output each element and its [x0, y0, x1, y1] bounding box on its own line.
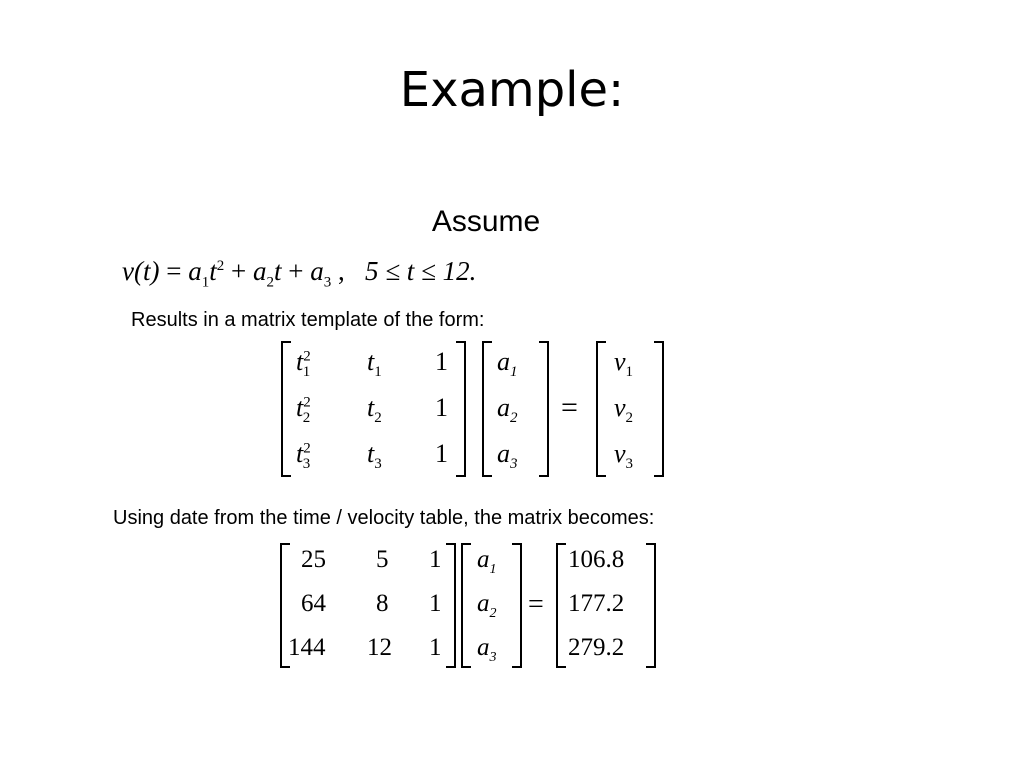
numeric-rhs-left-bracket	[556, 543, 566, 668]
caption-template: Results in a matrix template of the form:	[131, 309, 485, 331]
matrix-cell: 8	[376, 590, 389, 617]
time-range: 5 ≤ t ≤ 12.	[364, 256, 477, 286]
rhs-value: 106.8	[568, 546, 625, 573]
unknown-vector-right-bracket	[539, 341, 549, 477]
template-cell-t3-squared: $t^2_3$	[296, 439, 311, 473]
template-cell-one: 1	[435, 347, 448, 376]
numeric-unknown-left-bracket	[461, 543, 471, 668]
numeric-unknown-a1: $a_1$	[477, 546, 497, 577]
template-velocity-v1: $v_1$	[614, 347, 634, 381]
matrix-cell: 64	[301, 590, 326, 617]
slide-title: Example:	[399, 62, 625, 118]
template-cell-t3: $t_3$	[367, 439, 382, 473]
matrix-cell: 25	[301, 546, 326, 573]
term-t: t	[273, 256, 282, 286]
coef-a2-sub: 2	[266, 274, 274, 291]
caption-numeric: Using date from the time / velocity table, the matrix becomes:	[113, 507, 655, 529]
matrix-cell: 1	[429, 546, 442, 573]
numeric-equals-sign: =	[528, 589, 544, 620]
coef-a3-sub: 3	[323, 274, 332, 291]
rhs-value: 279.2	[568, 634, 625, 661]
template-matrix-left-bracket	[281, 341, 291, 477]
template-cell-one: 1	[435, 439, 448, 468]
template-unknown-a3: $a_3$	[497, 439, 518, 473]
template-velocity-v2: $v_2$	[614, 393, 634, 427]
coef-a2: a	[252, 256, 267, 286]
plus-sign-2: +	[288, 256, 304, 286]
velocity-vector-right-bracket	[654, 341, 664, 477]
numeric-matrix-right-bracket	[446, 543, 456, 668]
velocity-vector-left-bracket	[596, 341, 606, 477]
numeric-rhs-right-bracket	[646, 543, 656, 668]
template-unknown-a1: $a_1$	[497, 347, 518, 381]
template-cell-t2-squared: $t^2_2$	[296, 393, 311, 427]
matrix-cell: 5	[376, 546, 389, 573]
matrix-cell: 1	[429, 634, 442, 661]
rhs-value: 177.2	[568, 590, 625, 617]
template-cell-t1-squared: $t^2_1$	[296, 347, 311, 381]
numeric-unknown-a3: $a_3$	[477, 634, 497, 665]
template-equals-sign: =	[561, 391, 578, 424]
velocity-equation	[122, 256, 476, 291]
numeric-unknown-right-bracket	[512, 543, 522, 668]
template-cell-one: 1	[435, 393, 448, 422]
coef-a3: a	[310, 256, 324, 286]
plus-sign-1: +	[230, 256, 247, 286]
template-cell-t2: $t_2$	[367, 393, 382, 427]
matrix-cell: 1	[429, 590, 442, 617]
coef-a1-sub: 1	[201, 274, 210, 291]
coef-a1: a	[188, 256, 202, 286]
equation-comma: ,	[337, 256, 345, 286]
matrix-cell: 144	[288, 634, 326, 661]
term-t-squared: t	[209, 256, 217, 286]
template-velocity-v3: $v_3$	[614, 439, 634, 473]
equation-lhs: v(t)	[122, 256, 160, 286]
assume-label: Assume	[431, 205, 541, 238]
template-matrix-right-bracket	[456, 341, 466, 477]
template-unknown-a2: $a_2$	[497, 393, 518, 427]
numeric-unknown-a2: $a_2$	[477, 590, 497, 621]
unknown-vector-left-bracket	[482, 341, 492, 477]
template-cell-t1: $t_1$	[367, 347, 382, 381]
matrix-cell: 12	[367, 634, 392, 661]
term-exponent: 2	[216, 258, 225, 274]
equation-equals: =	[166, 256, 182, 286]
